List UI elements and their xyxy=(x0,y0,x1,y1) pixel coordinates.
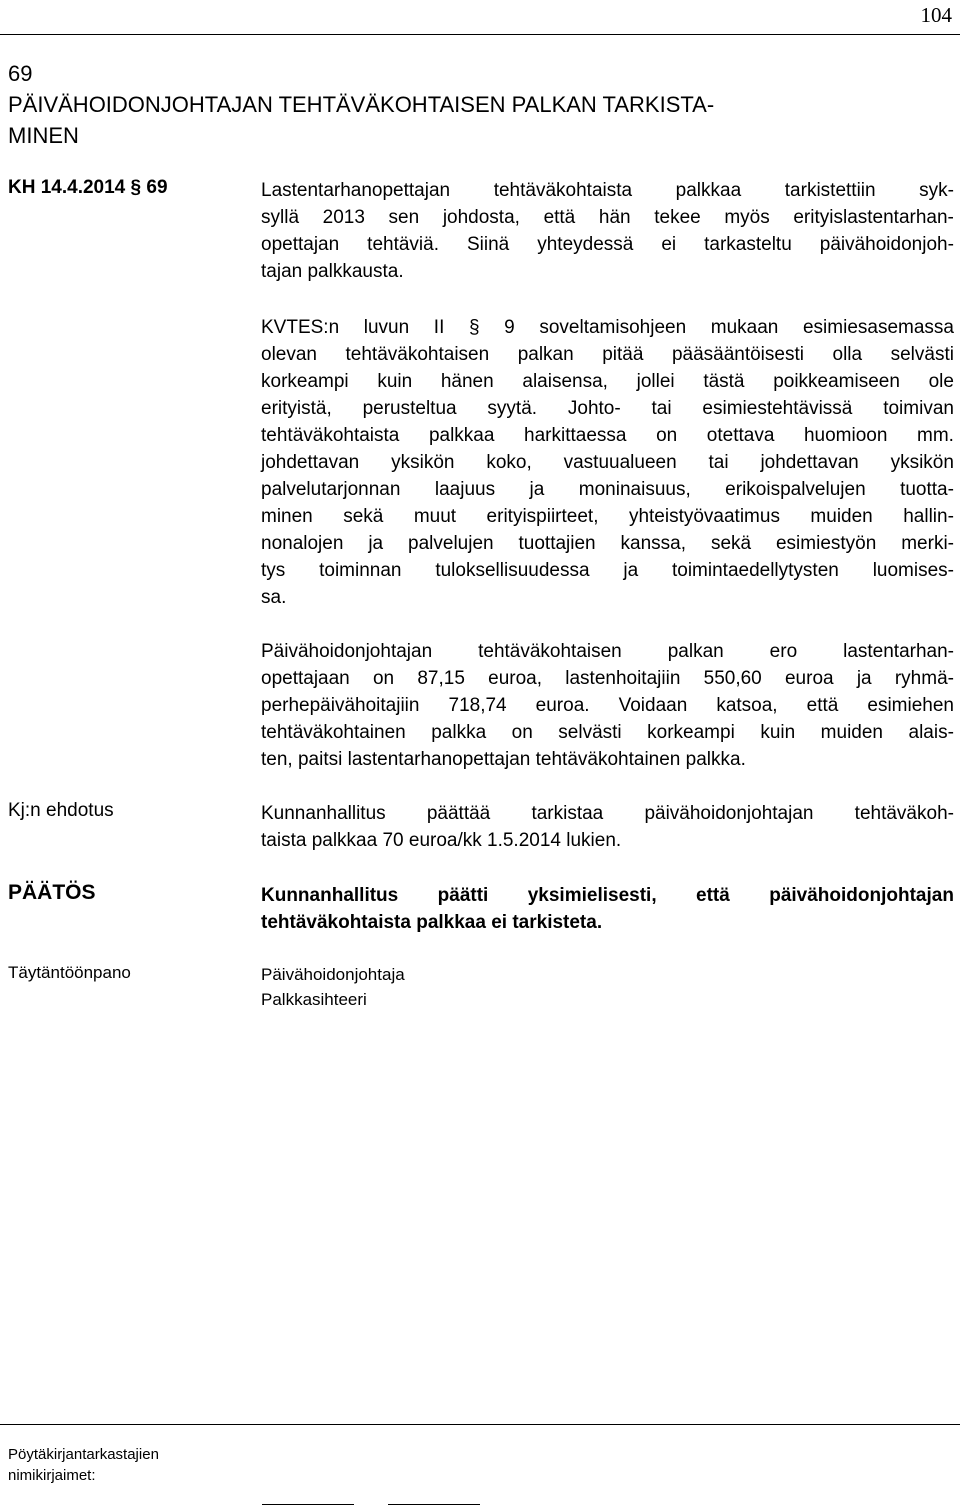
text-line: olevan tehtäväkohtaisen palkan pitää pääsääntöisesti olla selvästi xyxy=(261,344,954,365)
text-line: tehtäväkohtaista palkkaa ei tarkisteta. xyxy=(261,912,603,933)
section-number: 69 xyxy=(8,61,33,86)
text-line: tehtäväkohtainen palkka on selvästi korkeampi kuin muiden alais- xyxy=(261,722,954,743)
text-line: palvelutarjonnan laajuus ja moninaisuus, erikoispalvelujen tuotta- xyxy=(261,479,954,500)
initials-label-line-1: Pöytäkirjantarkastajien xyxy=(8,1446,159,1463)
text-line: ten, paitsi lastentarhanopettajan tehtäväkohtainen palkka. xyxy=(261,749,746,770)
footer-rule xyxy=(0,1424,960,1425)
text-line: Kunnanhallitus päätti yksimielisesti, että päivähoidonjohtajan xyxy=(261,885,954,906)
initials-signature-line xyxy=(262,1504,354,1505)
section-title-line-1: PÄIVÄHOIDONJOHTAJAN TEHTÄVÄKOHTAISEN PALKAN TARKISTA- xyxy=(8,92,715,117)
meeting-reference: KH 14.4.2014 § 69 xyxy=(8,177,168,198)
initials-signature-line xyxy=(388,1504,480,1505)
paragraph-salary-difference xyxy=(261,638,954,773)
text-line: Päivähoidonjohtajan tehtäväkohtaisen palkan ero lastentarhan- xyxy=(261,641,954,662)
paragraph-background xyxy=(261,177,954,285)
text-line: korkeampi kuin hänen alaisensa, jollei tästä poikkeamiseen ole xyxy=(261,371,954,392)
decision-text xyxy=(261,882,954,936)
text-line: KVTES:n luvun II § 9 soveltamisohjeen mukaan esimiesasemassa xyxy=(261,317,954,338)
initials-label-line-2: nimikirjaimet: xyxy=(8,1467,96,1484)
section-heading xyxy=(8,58,958,151)
initials-label xyxy=(8,1444,159,1486)
text-line: Kunnanhallitus päättää tarkistaa päivähoidonjohtajan tehtäväkoh- xyxy=(261,803,954,824)
recipient: Palkkasihteeri xyxy=(261,990,367,1009)
proposal-label: Kj:n ehdotus xyxy=(8,800,114,821)
execution-label: Täytäntöönpano xyxy=(8,963,131,982)
text-line: nonalojen ja palvelujen tuottajien kanssa, sekä esimiestyön merki- xyxy=(261,533,954,554)
paragraph-kvtes xyxy=(261,314,954,611)
execution-recipients xyxy=(261,962,405,1012)
text-line: minen sekä muut erityispiirteet, yhteistyövaatimus muiden hallin- xyxy=(261,506,954,527)
decision-label: PÄÄTÖS xyxy=(8,881,96,904)
header-rule xyxy=(0,34,960,35)
text-line: tys toiminnan tuloksellisuudessa ja toimintaedellytysten luomises- xyxy=(261,560,954,581)
section-title-line-2: MINEN xyxy=(8,123,79,148)
text-line: opettajaan on 87,15 euroa, lastenhoitajiin 550,60 euroa ja ryhmä- xyxy=(261,668,954,689)
text-line: johdettavan yksikön koko, vastuualueen tai johdettavan yksikön xyxy=(261,452,954,473)
text-line: perhepäivähoitajiin 718,74 euroa. Voidaan katsoa, että esimiehen xyxy=(261,695,954,716)
text-line: Lastentarhanopettajan tehtäväkohtaista palkkaa tarkistettiin syk- xyxy=(261,180,954,201)
text-line: tajan palkkausta. xyxy=(261,261,404,282)
text-line: taista palkkaa 70 euroa/kk 1.5.2014 lukien. xyxy=(261,830,622,851)
page-number: 104 xyxy=(920,3,952,27)
text-line: erityistä, perusteltua syytä. Johto- tai esimiestehtävissä toimivan xyxy=(261,398,954,419)
text-line: syllä 2013 sen johdosta, että hän tekee myös erityislastentarhan- xyxy=(261,207,954,228)
text-line: opettajan tehtäviä. Siinä yhteydessä ei tarkasteltu päivähoidonjoh- xyxy=(261,234,954,255)
text-line: sa. xyxy=(261,587,287,608)
text-line: tehtäväkohtaista palkkaa harkittaessa on otettava huomioon mm. xyxy=(261,425,954,446)
proposal-text xyxy=(261,800,954,854)
recipient: Päivähoidonjohtaja xyxy=(261,965,405,984)
